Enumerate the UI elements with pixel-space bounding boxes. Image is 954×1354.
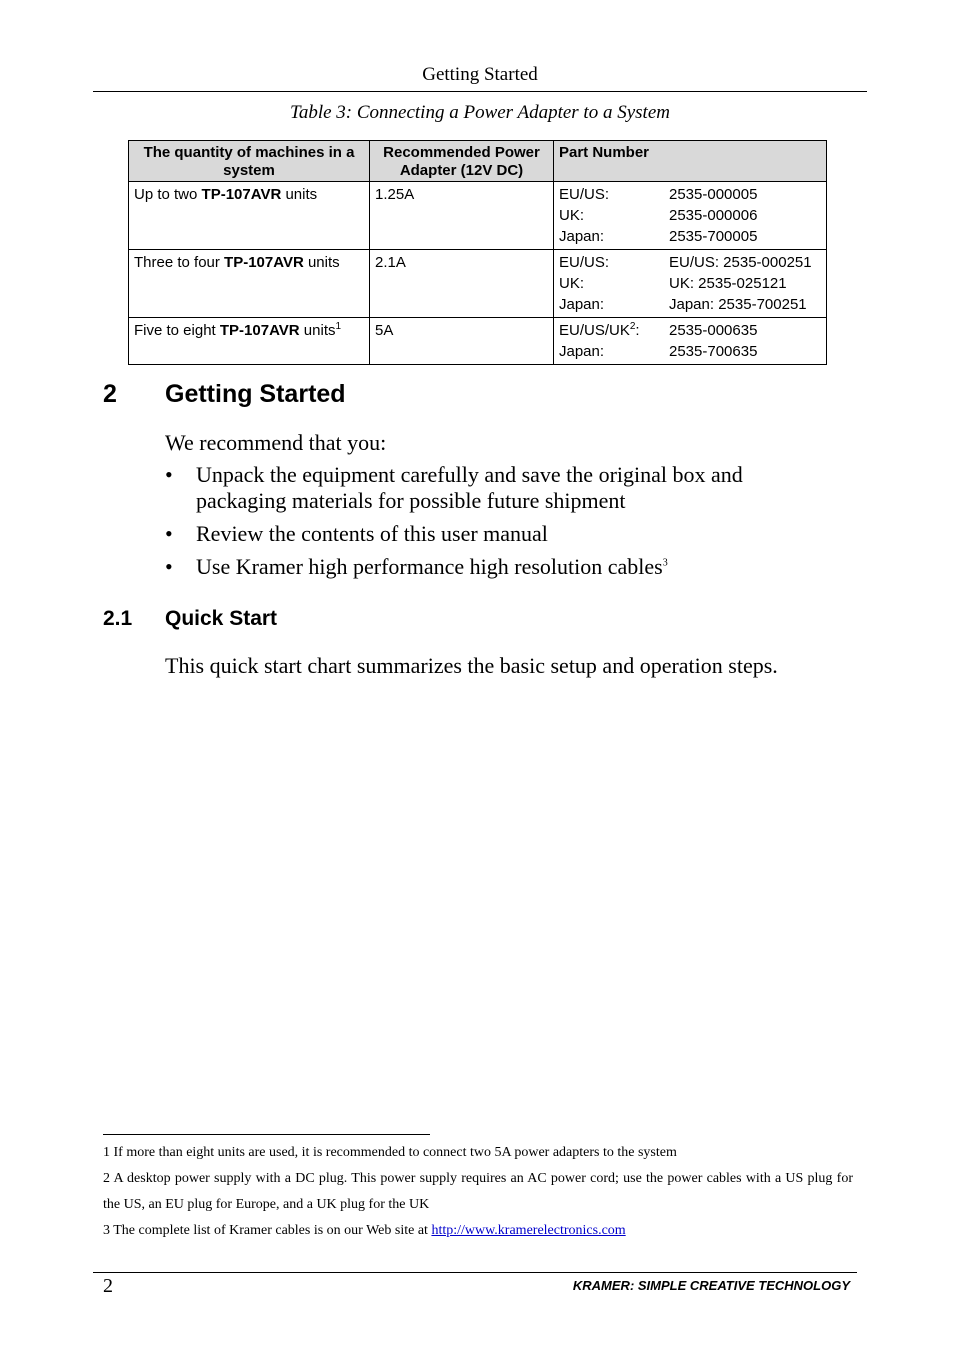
quick-start-paragraph: This quick start chart summarizes the basic setup and operation steps. — [165, 653, 778, 678]
footnote-ref: 2 — [629, 321, 636, 332]
cell-quantity: Five to eight TP-107AVR units$^1$ — [129, 318, 370, 365]
header-rule — [93, 91, 867, 92]
cell-adapter: 5A — [370, 318, 554, 365]
column-header-part-number: Part Number — [554, 141, 827, 182]
section-title: Getting Started — [165, 380, 346, 408]
subsection-number: 2.1 — [103, 607, 133, 630]
bullet-icon: • — [165, 462, 173, 487]
bullet-icon: • — [165, 554, 173, 579]
subsection-title: Quick Start — [165, 607, 278, 630]
list-item: • Review the contents of this user manual — [165, 521, 548, 546]
bullet-icon: • — [165, 521, 173, 546]
footnote-3: 3 The complete list of Kramer cables is on our Web site at http://www.kramerelectronics.com — [103, 1223, 626, 1238]
section-number: 2 — [103, 380, 117, 408]
footnote-ref: 1 — [335, 321, 342, 332]
table-row — [129, 250, 827, 318]
recommendation-list — [165, 462, 805, 587]
power-adapter-table — [128, 140, 827, 365]
running-header: Getting Started — [422, 64, 538, 85]
table-caption: Table 3: Connecting a Power Adapter to a System — [290, 102, 670, 123]
footnote-ref: 3 — [662, 557, 668, 569]
footnotes — [103, 1140, 853, 1244]
list-item: • Unpack the equipment carefully and save the original box and packaging materials for possible future shipment — [165, 462, 743, 513]
footnote-rule — [103, 1134, 430, 1135]
page-number: 2 — [103, 1275, 113, 1297]
cell-quantity: Up to two TP-107AVR units — [129, 182, 370, 250]
footer-rule — [93, 1272, 857, 1273]
cell-part-numbers: EU/US: EU/US: 2535-000251 UK: UK: 2535-025121 Japan: Japan: 2535-700251 — [554, 250, 827, 318]
column-header-quantity: The quantity of machines in a system — [129, 141, 370, 182]
intro-text: We recommend that you: — [165, 430, 387, 455]
table-header-row — [129, 141, 827, 182]
footnote-1: 1 If more than eight units are used, it is recommended to connect two 5A power adapters to the system — [103, 1145, 677, 1160]
footnote-2: 2 A desktop power supply with a DC plug. This power supply requires an AC power cord; use the power cables with a US plug for the US, an EU plug for Europe, and a UK plug for the UK — [103, 1171, 853, 1212]
cell-part-numbers: EU/US: 2535-000005 UK: 2535-000006 Japan: 2535-700005 — [554, 182, 827, 250]
list-item: • Use Kramer high performance high resolution cables$^3$ — [165, 554, 668, 579]
cell-adapter: 1.25A — [370, 182, 554, 250]
kramer-website-link[interactable]: http://www.kramerelectronics.com — [431, 1223, 626, 1238]
table-row — [129, 182, 827, 250]
table-row — [129, 318, 827, 365]
footer-brand: KRAMER: SIMPLE CREATIVE TECHNOLOGY — [572, 1278, 850, 1293]
cell-quantity: Three to four TP-107AVR units — [129, 250, 370, 318]
column-header-adapter: Recommended Power Adapter (12V DC) — [370, 141, 554, 182]
cell-part-numbers: $EU/US/UK^2$: 2535-000635 Japan: 2535-700635 — [554, 318, 827, 365]
cell-adapter: 2.1A — [370, 250, 554, 318]
